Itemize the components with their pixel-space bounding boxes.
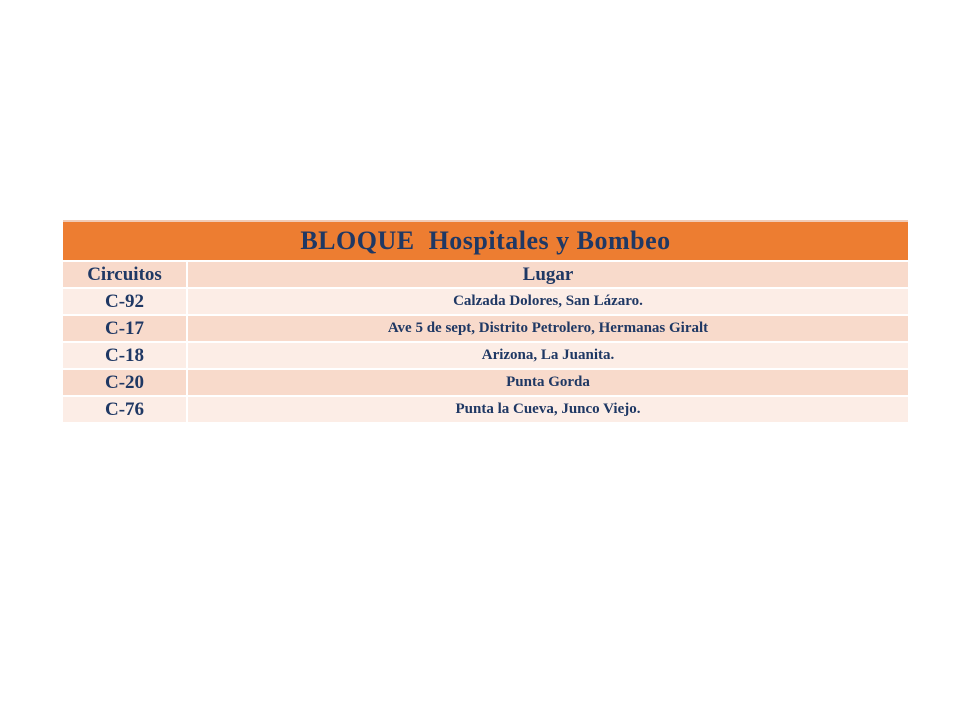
circuit-cell: C-20 <box>63 370 186 395</box>
circuit-cell: C-76 <box>63 397 186 422</box>
table-row <box>63 289 908 314</box>
table-title: BLOQUE Hospitales y Bombeo <box>63 222 908 260</box>
circuit-cell: C-92 <box>63 289 186 314</box>
table-row <box>63 316 908 341</box>
column-header-circuitos: Circuitos <box>63 262 186 287</box>
lugar-cell: Ave 5 de sept, Distrito Petrolero, Hermanas Giralt <box>188 316 908 341</box>
lugar-cell: Arizona, La Juanita. <box>188 343 908 368</box>
table-row <box>63 397 908 422</box>
column-header-lugar: Lugar <box>188 262 908 287</box>
table-row <box>63 343 908 368</box>
circuits-table <box>63 220 908 422</box>
lugar-cell: Punta Gorda <box>188 370 908 395</box>
lugar-cell: Punta la Cueva, Junco Viejo. <box>188 397 908 422</box>
column-header-row <box>63 262 908 287</box>
table-row <box>63 370 908 395</box>
circuit-cell: C-18 <box>63 343 186 368</box>
circuit-cell: C-17 <box>63 316 186 341</box>
lugar-cell: Calzada Dolores, San Lázaro. <box>188 289 908 314</box>
